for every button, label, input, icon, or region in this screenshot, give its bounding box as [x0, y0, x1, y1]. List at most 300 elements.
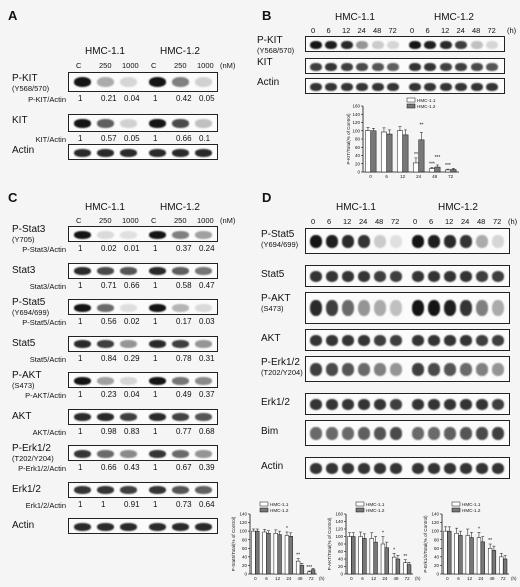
- blot-name: P-AKT: [12, 370, 42, 381]
- lane-label: 72: [487, 26, 496, 35]
- bar: [419, 140, 424, 172]
- blot-band: [476, 335, 488, 346]
- blot-band: [120, 231, 137, 239]
- chart-p-erk-time-course: [422, 500, 517, 586]
- blot-label: [12, 266, 35, 277]
- lane-label: 48: [375, 217, 384, 226]
- y-tick-label: 120: [239, 520, 247, 526]
- blot-label: [12, 485, 41, 496]
- blot-band: [97, 77, 114, 87]
- y-axis-label: P-KIT/Total(% of Control): [346, 113, 351, 165]
- blot-band: [149, 450, 166, 458]
- quant-value: 1: [153, 134, 158, 143]
- bar: [296, 561, 300, 574]
- blot-label: [261, 462, 283, 473]
- x-tick-label: 0: [369, 174, 372, 179]
- blot-band: [120, 486, 137, 494]
- y-tick-label: 140: [352, 111, 360, 117]
- quant-value: 0.56: [101, 317, 117, 326]
- blot-band: [342, 235, 354, 248]
- legend-swatch: [407, 104, 415, 108]
- blot-band: [310, 335, 322, 346]
- y-tick-label: 40: [241, 554, 247, 560]
- bar: [429, 169, 434, 172]
- quant-value: 0.68: [199, 426, 215, 436]
- blot-band: [97, 231, 114, 239]
- y-tick-label: 100: [431, 528, 439, 534]
- bar: [285, 535, 289, 574]
- lane-label: 250: [99, 216, 112, 225]
- blot-name: P-AKT: [261, 293, 291, 304]
- legend-label: HMC-1.2: [462, 507, 481, 513]
- blot-band: [455, 63, 467, 71]
- blot-band: [310, 300, 322, 316]
- blot-band: [195, 340, 212, 348]
- quant-value: 0.04: [124, 390, 140, 399]
- bar: [397, 131, 402, 172]
- bar: [459, 535, 463, 574]
- bar: [365, 131, 370, 172]
- chart-p-kit-time-course: [345, 96, 465, 184]
- blot-band: [476, 271, 488, 282]
- blot-band: [374, 300, 386, 316]
- blot-site: (Y568/570): [257, 45, 295, 55]
- blot-band: [390, 271, 402, 282]
- blot-band: [310, 463, 322, 474]
- blot-band: [476, 235, 488, 248]
- quant-value: 0.66: [124, 280, 140, 290]
- blot-band: [460, 300, 472, 316]
- blot-band: [342, 399, 354, 410]
- blot-band: [149, 119, 166, 128]
- blot-label: [12, 146, 34, 157]
- quant-value: 0.66: [176, 134, 192, 143]
- bar: [381, 132, 386, 172]
- group-label: HMC-1.1: [334, 12, 375, 23]
- lane-label: 1000: [197, 61, 214, 70]
- blot-band: [310, 63, 322, 71]
- blot-band: [476, 300, 488, 316]
- y-tick-label: 20: [354, 161, 360, 167]
- blot-band: [172, 119, 189, 128]
- bar: [359, 537, 363, 575]
- group-label: HMC-1.2: [159, 46, 200, 57]
- blot-band: [412, 427, 424, 440]
- quant-value: 0.01: [124, 244, 140, 253]
- blot-name: Actin: [261, 461, 284, 472]
- x-tick-label: 6: [361, 576, 364, 581]
- ratio-label: Stat5/Actin: [29, 354, 66, 364]
- blot-strip: [68, 114, 218, 132]
- legend-label: HMC-1.1: [270, 501, 289, 507]
- significance-mark: ***: [429, 161, 435, 168]
- blot-band: [444, 463, 456, 474]
- blot-band: [172, 486, 189, 494]
- blot-label: [12, 298, 49, 316]
- blot-band: [428, 300, 440, 316]
- quant-value: 1: [78, 134, 83, 143]
- blot-band: [172, 523, 189, 531]
- quant-value: 0.47: [199, 280, 215, 290]
- blot-band: [149, 523, 166, 531]
- y-tick-label: 160: [335, 511, 343, 517]
- quant-value: 0.04: [124, 94, 140, 103]
- lane-label: 250: [99, 61, 112, 70]
- blot-band: [428, 363, 440, 376]
- blot-band: [428, 271, 440, 282]
- blot-band: [486, 41, 498, 49]
- blot-band: [149, 304, 166, 312]
- blot-site: (Y568/570): [12, 83, 50, 93]
- blot-label: [261, 427, 278, 438]
- x-tick-label: 12: [371, 576, 377, 581]
- legend-swatch: [452, 508, 460, 512]
- significance-mark: *: [381, 530, 384, 537]
- bar: [351, 537, 355, 575]
- bar: [413, 163, 418, 172]
- blot-site: (Y694/699): [12, 307, 50, 317]
- legend-swatch: [260, 502, 268, 506]
- blot-band: [195, 304, 212, 312]
- blot-band: [374, 463, 386, 474]
- blot-strip: [68, 226, 218, 242]
- blot-band: [172, 77, 189, 87]
- group-label: HMC-1.2: [433, 12, 474, 23]
- blot-band: [390, 399, 402, 410]
- bar: [499, 557, 503, 574]
- group-label: HMC-1.1: [84, 202, 125, 213]
- unit-label: (h): [507, 26, 517, 35]
- bar: [252, 531, 256, 574]
- blot-band: [476, 363, 488, 376]
- blot-band: [460, 363, 472, 376]
- quant-value: 0.1: [199, 134, 211, 143]
- blot-strip: [68, 518, 218, 534]
- blot-band: [412, 363, 424, 376]
- blot-band: [195, 77, 212, 87]
- significance-mark: **: [419, 122, 424, 129]
- quant-value: 1: [78, 426, 83, 436]
- blot-name: P-Stat3: [12, 224, 46, 235]
- blot-band: [471, 41, 483, 49]
- blot-strip: [305, 457, 510, 479]
- blot-band: [74, 413, 91, 421]
- quant-value: 0.66: [101, 463, 117, 472]
- quant-value: 0.71: [101, 280, 117, 290]
- x-tick-label: 24: [382, 576, 388, 581]
- x-tick-label: 24: [478, 576, 484, 581]
- quant-value: 0.42: [176, 94, 192, 103]
- y-tick-label: 0: [244, 571, 247, 577]
- blot-band: [492, 335, 504, 346]
- lane-label: 12: [445, 217, 454, 226]
- lane-label: 0: [410, 26, 415, 35]
- x-tick-label: 0: [254, 576, 257, 581]
- x-tick-label: 48: [489, 576, 495, 581]
- panel-a: [0, 0, 260, 185]
- blot-name: P-Erk1/2: [12, 443, 51, 454]
- blot-band: [149, 413, 166, 421]
- quant-value: 1: [153, 94, 158, 103]
- significance-mark: ***: [445, 163, 451, 170]
- lane-label: 24: [456, 26, 465, 35]
- quant-value: 1: [153, 317, 158, 326]
- blot-label: [261, 334, 280, 345]
- blot-band: [444, 271, 456, 282]
- legend-label: HMC-1.1: [366, 501, 385, 507]
- quant-value: 0.02: [124, 317, 140, 326]
- bar: [444, 531, 448, 574]
- y-axis-label: P-Erk1/2/Total(% of Control): [423, 515, 428, 573]
- x-tick-label: 72: [448, 174, 454, 179]
- x-tick-label: 12: [275, 576, 281, 581]
- y-tick-label: 80: [337, 541, 343, 547]
- panel-letter-b: B: [262, 8, 272, 23]
- x-tick-label: 72: [500, 576, 506, 581]
- blot-band: [326, 300, 338, 316]
- y-tick-label: 100: [239, 528, 247, 534]
- blot-band: [424, 83, 436, 91]
- y-tick-label: 0: [340, 571, 343, 577]
- blot-band: [358, 399, 370, 410]
- blot-band: [310, 41, 322, 49]
- blot-name: Actin: [257, 77, 280, 88]
- blot-band: [74, 77, 91, 87]
- legend-swatch: [452, 502, 460, 506]
- blot-label: [12, 339, 35, 350]
- blot-band: [172, 340, 189, 348]
- blot-band: [358, 427, 370, 440]
- significance-mark: ***: [434, 154, 441, 161]
- blot-band: [444, 363, 456, 376]
- lane-label: C: [151, 61, 157, 70]
- blot-band: [310, 235, 322, 248]
- y-tick-label: 100: [352, 128, 360, 134]
- quant-value: 0.67: [176, 463, 192, 472]
- blot-band: [409, 41, 421, 49]
- blot-label: [12, 225, 45, 243]
- blot-band: [460, 271, 472, 282]
- blot-band: [390, 463, 402, 474]
- blot-band: [460, 399, 472, 410]
- blot-band: [476, 399, 488, 410]
- bar: [492, 550, 496, 574]
- blot-band: [120, 450, 137, 458]
- blot-band: [97, 149, 114, 157]
- blot-strip: [305, 329, 510, 351]
- y-tick-label: 0: [436, 571, 439, 577]
- bar: [403, 135, 408, 172]
- bar: [307, 572, 311, 574]
- bar: [370, 538, 374, 574]
- x-tick-label: 48: [297, 576, 303, 581]
- blot-strip: [305, 420, 510, 446]
- blot-band: [172, 304, 189, 312]
- blot-band: [97, 304, 114, 312]
- blot-band: [74, 119, 91, 128]
- blot-band: [195, 149, 212, 157]
- quant-value: 1: [153, 244, 158, 253]
- quant-value: 1: [78, 463, 83, 472]
- lane-label: 0: [311, 217, 316, 226]
- blot-band: [120, 119, 137, 128]
- bar: [385, 548, 389, 574]
- blot-band: [342, 300, 354, 316]
- blot-label: [12, 444, 54, 462]
- blot-band: [74, 267, 91, 275]
- bar: [255, 531, 259, 574]
- blot-label: [257, 36, 294, 54]
- y-tick-label: 40: [433, 554, 439, 560]
- blot-band: [149, 231, 166, 239]
- quant-value: 1: [153, 499, 158, 509]
- panel-d: [255, 188, 520, 498]
- lane-label: 1000: [122, 216, 139, 225]
- significance-mark: ***: [306, 565, 313, 571]
- blot-band: [476, 427, 488, 440]
- ratio-label: P-Erk1/2/Actin: [18, 464, 66, 473]
- x-tick-label: 72: [404, 576, 410, 581]
- panel-c: [0, 188, 260, 533]
- y-tick-label: 120: [335, 526, 343, 532]
- blot-band: [409, 63, 421, 71]
- blot-strip: [68, 72, 218, 92]
- group-label: HMC-1.2: [437, 202, 478, 213]
- blot-band: [444, 399, 456, 410]
- bar: [447, 531, 451, 574]
- blot-band: [326, 427, 338, 440]
- y-tick-label: 100: [335, 534, 343, 540]
- quant-value: 0.39: [199, 463, 215, 472]
- blot-band: [74, 149, 91, 157]
- x-tick-label: 72: [308, 576, 314, 581]
- significance-mark: **: [403, 553, 408, 560]
- blot-label: [261, 358, 303, 376]
- blot-band: [326, 335, 338, 346]
- bar: [371, 131, 376, 172]
- bar: [455, 533, 459, 574]
- lane-label: 24: [461, 217, 470, 226]
- lane-label: 6: [327, 217, 332, 226]
- blot-band: [372, 41, 384, 49]
- lane-label: 24: [359, 217, 368, 226]
- blot-band: [460, 335, 472, 346]
- blot-band: [97, 413, 114, 421]
- blot-strip: [305, 228, 510, 254]
- quant-value: 0.98: [101, 426, 117, 436]
- lane-label: 250: [174, 216, 187, 225]
- legend-label: HMC-1.1: [462, 501, 481, 507]
- quant-value: 1: [78, 353, 83, 363]
- y-tick-label: 20: [433, 563, 439, 569]
- quant-value: 0.23: [101, 390, 117, 399]
- blot-band: [471, 83, 483, 91]
- blot-strip: [68, 445, 218, 461]
- blot-band: [74, 304, 91, 312]
- bar: [451, 170, 456, 172]
- blot-band: [374, 271, 386, 282]
- blot-band: [372, 83, 384, 91]
- lane-label: C: [151, 216, 157, 225]
- lane-label: C: [76, 216, 82, 225]
- blot-label: [12, 74, 49, 92]
- blot-band: [356, 83, 368, 91]
- panel-letter-a: A: [8, 8, 18, 23]
- quant-value: 0.91: [124, 499, 140, 509]
- y-tick-label: 60: [337, 549, 343, 555]
- legend-label: HMC-1.1: [417, 97, 436, 103]
- blot-band: [428, 427, 440, 440]
- blot-band: [149, 77, 166, 87]
- y-tick-label: 0: [357, 169, 360, 175]
- blot-band: [476, 463, 488, 474]
- blot-band: [358, 300, 370, 316]
- blot-band: [172, 267, 189, 275]
- blot-band: [455, 83, 467, 91]
- lane-label: 1000: [197, 216, 214, 225]
- blot-strip: [305, 58, 505, 74]
- quant-value: 0.49: [176, 390, 192, 399]
- bar: [481, 542, 485, 574]
- quant-value: 0.84: [101, 353, 117, 363]
- quant-value: 1: [78, 280, 83, 290]
- bar: [289, 536, 293, 574]
- blot-band: [358, 271, 370, 282]
- legend-swatch: [407, 98, 415, 102]
- lane-label: 24: [357, 26, 366, 35]
- unit-label: (h): [508, 217, 518, 226]
- y-tick-label: 60: [241, 545, 247, 551]
- blot-site: (T202/Y204): [261, 367, 303, 377]
- blot-label: [12, 116, 28, 127]
- blot-band: [390, 363, 402, 376]
- blot-band: [74, 450, 91, 458]
- blot-band: [444, 427, 456, 440]
- blot-band: [412, 335, 424, 346]
- y-tick-label: 60: [354, 144, 360, 150]
- blot-band: [74, 340, 91, 348]
- blot-name: Actin: [12, 145, 35, 156]
- quant-value: 0.17: [176, 317, 192, 326]
- quant-value: 1: [101, 499, 106, 509]
- quant-value: 0.43: [124, 463, 140, 472]
- blot-band: [440, 41, 452, 49]
- blot-name: P-Erk1/2: [261, 357, 300, 368]
- blot-name: AKT: [12, 410, 32, 422]
- blot-band: [195, 450, 212, 458]
- blot-band: [390, 335, 402, 346]
- blot-band: [412, 271, 424, 282]
- blot-band: [460, 235, 472, 248]
- quant-value: 1: [153, 463, 158, 472]
- quant-value: 0.37: [199, 390, 215, 399]
- y-axis-label: P-AKT/Total(% of Control): [327, 517, 332, 571]
- blot-name: P-KIT: [12, 73, 38, 84]
- blot-label: [257, 78, 279, 89]
- blot-band: [120, 149, 137, 157]
- blot-band: [74, 523, 91, 531]
- y-tick-label: 20: [241, 563, 247, 569]
- x-tick-label: 24: [286, 576, 292, 581]
- blot-band: [341, 83, 353, 91]
- blot-strip: [68, 263, 218, 279]
- blot-band: [149, 486, 166, 494]
- lane-label: 0: [413, 217, 418, 226]
- blot-band: [97, 523, 114, 531]
- bar: [445, 170, 450, 172]
- bar: [278, 535, 282, 574]
- quant-value: 0.77: [176, 426, 192, 436]
